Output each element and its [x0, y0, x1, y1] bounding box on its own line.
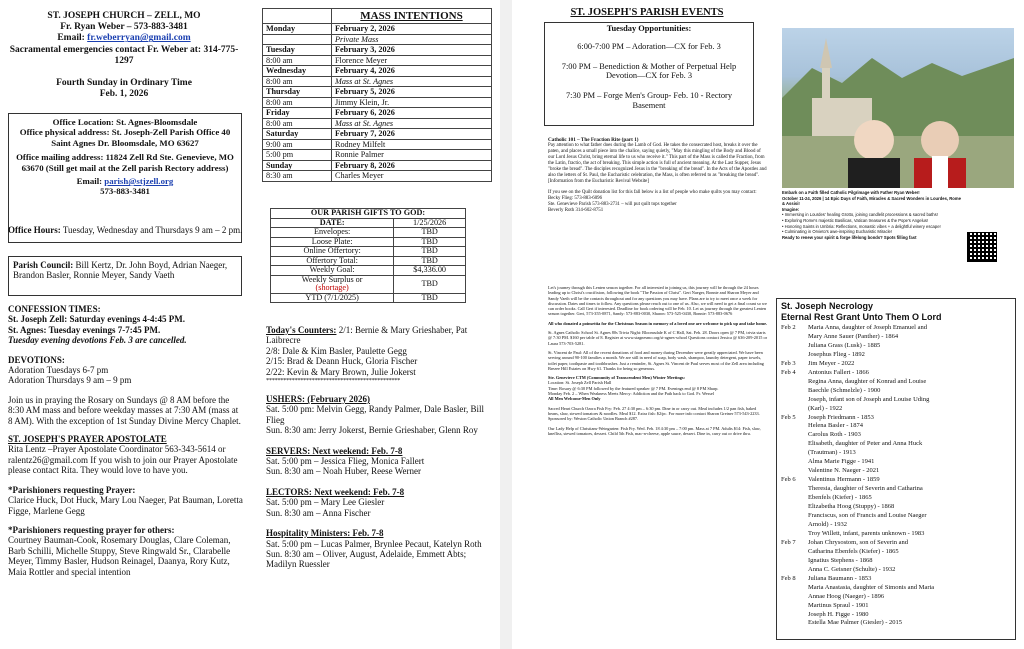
mass-intention-cell: February 6, 2026	[332, 108, 492, 119]
notices-section	[548, 285, 768, 436]
necrology-month	[781, 584, 808, 593]
office-email-label: Email:	[76, 176, 103, 187]
table-row	[263, 118, 492, 129]
necrology-box	[776, 298, 1016, 640]
necrology-entry: Estella Mae Palmer (Giesler) - 2015	[808, 619, 903, 627]
necrology-entry: Catharina Ebenfels (Kiefer) - 1865	[808, 547, 899, 555]
necrology-entry: Joseph Friedmann - 1853	[808, 413, 874, 421]
others-names: Courtney Bauman-Cook, Rosemary Douglas, Clare Coleman, Barb Schilli, Michelle Stuppy, Steve Ringwald Sr., Clarabelle Meyer, Timmy Basler, Hudson Reinagel, Daanya, Rory Kutz, Maia Rottler and special intention	[8, 535, 231, 577]
ctm-line: Monday Feb. 2 – When Weakness Meets Mercy: Addiction and the Path back to God. Fr. Wessel	[548, 391, 715, 397]
necrology-entry: Johan Chrysostom, son of Severin and	[808, 538, 909, 546]
quilt-contact: Becky Flieg: 573-883-6096	[548, 196, 603, 201]
lectors-line: Sun. 8:30 am – Anna Fischer	[266, 507, 371, 518]
vincent-notice: St. Vincent de Paul: All of the recent donations of food and money during December were greatly appreciated. We have been serving around 90-100 families a month. We are still in need of soap, body wash, shampoo, laundry detergent, paper towels, toilet paper, toothpaste and toothbrushes. Just a reminder, St. Agnes St. Vincent de Paul serves most of the Zell area including Brezee Hill Estates on Hwy 61. Thanks for being so generous.	[548, 349, 764, 371]
necrology-month	[781, 593, 808, 602]
necrology-entry: Juliana Grass (Lusk) - 1885	[808, 341, 881, 349]
pilgrimage-line: • Honoring Saints in Umbria: Reflections, monastic vibes + a delightful winery escape!	[782, 223, 941, 229]
gift-label-cell	[271, 293, 394, 303]
mass-day-cell: Sunday	[263, 160, 332, 171]
gift-label: Online Offertory:	[303, 246, 361, 255]
counters-line: 2/22: Kevin & Mary Brown, Julie Jokerst	[266, 366, 416, 377]
table-row	[271, 247, 466, 257]
counters-line: 2/1: Bernie & Mary Grieshaber, Pat Laibrecre	[266, 325, 468, 346]
necrology-entry: Theresia, daughter of Severin and Catharina	[808, 485, 923, 493]
necrology-month	[781, 458, 808, 467]
list-item	[781, 333, 1011, 342]
office-mailing: Office mailing address: 11824 Zell Rd Ste. Genevieve, MO 63670 (Still get mail at the Zell parish Rectory address)	[16, 152, 234, 173]
necrology-month: Feb 4	[781, 368, 796, 376]
necrology-entry: Anna C. Geisner (Schulte) - 1932	[808, 565, 896, 573]
mass-day-cell: Tuesday	[263, 45, 332, 56]
mass-day-cell: 5:00 pm	[263, 150, 332, 161]
mass-day-cell: Monday	[263, 24, 332, 35]
table-row	[263, 160, 492, 171]
necrology-month	[781, 503, 808, 512]
necrology-month	[781, 431, 808, 440]
devotion-line: Adoration Thursdays 9 am – 9 pm	[8, 375, 132, 386]
quilt-contact: Ste. Genevieve Parish 573-883-2731 – will put quilt tops together	[548, 202, 677, 207]
gift-value-cell: TBD	[394, 228, 466, 238]
necrology-entry: Joseph H. Figge - 1980	[808, 610, 869, 618]
necrology-month	[781, 378, 808, 387]
mass-day-cell: 8:00 am	[263, 97, 332, 108]
counters-title: Today's Counters:	[266, 325, 337, 335]
list-item	[781, 503, 1011, 512]
pilgrimage-line: • Immersing in Lourdes' healing Grotto, joining candlelit processions & sacred baths!	[782, 212, 938, 218]
counters-section	[266, 325, 494, 570]
mass-day-cell: 8:00 am	[263, 55, 332, 66]
necrology-month	[781, 494, 808, 503]
necrology-month	[781, 342, 808, 351]
necrology-title: St. Joseph Necrology	[781, 301, 874, 311]
list-item	[781, 602, 1011, 611]
office-email-link[interactable]: parish@stjzell.org	[104, 176, 174, 187]
necrology-entry: (Karl) - 1922	[808, 404, 843, 412]
list-item	[781, 584, 1011, 593]
lenten-notice: Let's journey through this Lenten season together. For all interested in joining us, this journey will be through the 24 hours leading up to Christ's crucifixion, following the book "The Passion of Christ". Geri Naeger, Bonnie and Sharon Meyer and Sandy Vaeth will be the contacts throughout and for any questions you may have. Plans are to try to meet once a week for discussion. Dates and times to follow. Any questions please reach out to one of us. Also, we will need to get a final count so we can order books. Call Geri if interested. Deadline for book ordering will be Feb. 10. Let us journey through the greatest Lenten season together. Geri, 573-355-0871, Sandy: 573-883-0030, Sharon: 573-525-0430, Bonnie: 573-883-0676	[548, 285, 767, 317]
mass-intentions	[262, 8, 492, 182]
mass-intention-cell: Private Mass	[332, 34, 492, 45]
rosary-notice: Join us in praying the Rosary on Sundays @ 8 AM before the 8:30 AM mass and before weekday masses at 7:30 AM (mass at 8 AM). With the exception of 1st Sunday Divine Mercy Chaplet.	[8, 394, 241, 426]
list-item	[781, 396, 1011, 405]
necrology-month	[781, 440, 808, 449]
mass-rows	[263, 24, 492, 182]
devotions-title: DEVOTIONS:	[8, 354, 65, 365]
table-row	[271, 293, 466, 303]
table-row	[263, 66, 492, 77]
gift-label: Loose Plate:	[311, 236, 353, 246]
confession-title: CONFESSION TIMES:	[8, 304, 101, 314]
ctm-line: Time: Rosary @ 6:30 PM followed by the featured speaker @ 7 PM. Evenings end @ 8 PM Sharp.	[548, 385, 719, 391]
list-item	[781, 512, 1011, 521]
gifts-table	[270, 208, 466, 303]
gift-label: Weekly Goal:	[309, 265, 355, 274]
necrology-entry: (Trautman) - 1913	[808, 449, 856, 457]
mass-intention-cell: Mass at St. Agnes	[332, 118, 492, 129]
ctm-title: Ste. Genevieve CTM (Community of Transcendent Men) Winter Meetings:	[548, 375, 685, 381]
list-item	[781, 566, 1011, 575]
necrology-month	[781, 387, 808, 396]
necrology-entry: Joseph, infant son of Joseph and Louise Uding	[808, 395, 930, 403]
others-title: *Parishioners requesting prayer for others:	[8, 524, 175, 535]
mass-intention-cell: February 5, 2026	[332, 87, 492, 98]
events-title: ST. JOSEPH'S PARISH EVENTS	[570, 7, 724, 18]
requesting-names: Clarice Huck, Dot Huck, Mary Lou Naeger, Pat Bauman, Loretta Figge, Marlene Gegg	[8, 495, 243, 516]
necrology-entry: Ebenfels (Kiefer) - 1865	[808, 494, 872, 502]
office-hours-text: Tuesday, Wednesday and Thursdays 9 am – 2 pm.	[62, 225, 243, 235]
catholic101-title: Catholic 101 – The Fraction Rite (part 1)	[548, 137, 639, 143]
gift-label: Offertory Total:	[306, 255, 358, 265]
pilgrimage-text	[782, 190, 964, 240]
necrology-month: Feb 8	[781, 574, 796, 582]
requesting-title: *Parishioners requesting Prayer:	[8, 484, 136, 495]
ushers-title: USHERS: (February 2026)	[266, 394, 370, 405]
gift-value-cell: TBD	[394, 275, 466, 293]
table-row	[263, 76, 492, 87]
gift-value-cell: TBD	[394, 293, 466, 303]
list-item	[781, 611, 1011, 620]
sacramental-contact: Sacramental emergencies contact Fr. Weber at: 314-775-1297	[9, 44, 239, 66]
mass-intentions-table	[262, 8, 492, 182]
necrology-entry: Juliana Baumann - 1853	[808, 574, 872, 582]
list-item	[781, 369, 1011, 378]
table-row	[263, 34, 492, 45]
necrology-month	[781, 521, 808, 530]
mass-intention-cell: February 8, 2026	[332, 160, 492, 171]
ctm-line: All Men Welcome-Men Only	[548, 396, 601, 402]
liturgical-sunday: Fourth Sunday in Ordinary Time	[56, 78, 192, 89]
pilgrimage-line: • Culminating in Orvieto's awe-inspiring Eucharistic Miracle!	[782, 229, 893, 235]
necrology-month	[781, 422, 808, 431]
gifts-title: OUR PARISH GIFTS TO GOD:	[271, 209, 466, 219]
priest-email-link[interactable]: fr.weberryan@gmail.com	[87, 33, 191, 44]
pilgrimage-line: • Exploring Rome's majestic Basilicas, Vatican treasures & the Pope's Angelus!	[782, 217, 929, 223]
gift-label-cell	[271, 275, 394, 293]
table-row	[271, 209, 466, 219]
necrology-entry: Regina Anna, daughter of Konrad and Louise	[808, 377, 927, 385]
office-phone: 573-883-3481	[100, 186, 150, 197]
table-row	[271, 228, 466, 238]
necrology-entry: Valentinus Hermann - 1859	[808, 476, 880, 484]
pilgrimage-photo	[782, 28, 1014, 188]
list-item	[781, 360, 1011, 369]
necrology-month	[781, 557, 808, 566]
confession-note: Tuesday evening devotions Feb. 3 are cancelled.	[8, 335, 187, 346]
necrology-month	[781, 485, 808, 494]
hospitality-line: Sat. 5:00 pm – Lucas Palmer, Brynlee Pecaut, Katelyn Roth	[266, 538, 482, 549]
counters-divider: ***********************************************	[266, 377, 400, 385]
qr-code-icon[interactable]	[967, 232, 997, 262]
church-name: ST. JOSEPH CHURCH – ZELL, MO	[47, 11, 201, 21]
table-row	[263, 129, 492, 140]
necrology-month	[781, 548, 808, 557]
hospitality-title: Hospitality Ministers: Feb. 7-8	[266, 528, 384, 539]
necrology-list	[781, 324, 1011, 628]
email-label: Email:	[57, 33, 85, 44]
mass-intention-cell: Rodney Milfelt	[332, 139, 492, 150]
table-row	[263, 45, 492, 56]
necrology-entry: Josephus Flieg - 1892	[808, 350, 865, 358]
necrology-month: Feb 7	[781, 538, 796, 546]
confession-section	[8, 304, 244, 577]
lourdes-basilica-image	[782, 28, 1014, 188]
council-label: Parish Council:	[13, 260, 74, 270]
necrology-entry: Ignatius Stephens - 1868	[808, 556, 873, 564]
lectors-title: LECTORS: Next weekend: Feb. 7-8	[266, 486, 405, 497]
list-item	[781, 494, 1011, 503]
sacredheart-notice: Sacred Heart Church Ozora Fish Fry: Feb. 27 4:30 pm – 6:30 pm. Dine in or carry out. Meal includes 1/2 pan fish, baked beans, slaw, stewed tomatoes & noodles. Meal $12. Extra fish: $2/pc. For more info contact Sharon Greiner 573-543-2233. Sponsored by: Weston Catholic Union Branch #287.	[548, 405, 760, 422]
priest-line: Fr. Ryan Weber – 573-883-3481	[60, 22, 188, 33]
office-location: Office Location: St. Agnes-Bloomsdale	[52, 117, 198, 127]
parish-council-box	[8, 256, 242, 296]
necrology-month	[781, 351, 808, 360]
list-item	[781, 431, 1011, 440]
trivia-notice: St. Agnes Catholic School St. Agnes 80s Trivia Night: Bloomsdale K of C Hall, Sat. Feb. 28. Doors open @ 7 PM, trivia starts @ 7:30 PM. $160 per table of 8. Register at www.stagnesmo.org/st-agnes-school Questions contact Jessica @ 636-209-2015 or Laura 573-703-5281.	[548, 330, 768, 346]
list-item	[781, 557, 1011, 566]
list-item	[781, 619, 1011, 628]
necrology-month	[781, 405, 808, 414]
necrology-entry: Baechle (Schmelzle) - 1900	[808, 386, 881, 394]
necrology-entry: Maria Anna, daughter of Joseph Emanuel and	[808, 324, 927, 331]
mass-day-cell: 8:00 am	[263, 118, 332, 129]
list-item	[781, 476, 1011, 485]
catholic101-section	[548, 137, 768, 214]
parish-gifts	[270, 208, 466, 303]
necrology-entry: Carolus Roth - 1903	[808, 431, 861, 439]
necrology-entry: Mary Anne Sauer (Panther) - 1864	[808, 332, 899, 340]
quilt-contact: Beverly Roth 314-602-8751	[548, 208, 604, 213]
weingarten-notice: Our Lady Help of Christians-Weingarten: Fish Fry. Wed. Feb. 18 4:30 pm – 7:00 pm. Mass at 7 PM. Adults $14: Fish, slaw, knefliss, stewed tomatoes, dessert. Child 5th Fish, mac-n-cheese, apple sauce, dessert. Dine in, carry out or drive thru.	[548, 425, 761, 436]
necrology-month	[781, 619, 808, 628]
list-item	[781, 458, 1011, 467]
office-hours-label: Office Hours:	[8, 225, 61, 235]
list-item	[781, 521, 1011, 530]
table-row	[263, 97, 492, 108]
mass-day-cell: 8:00 am	[263, 76, 332, 87]
necrology-month	[781, 449, 808, 458]
list-item	[781, 440, 1011, 449]
event-item: 6:00-7:00 PM – Adoration—CX for Feb. 3	[577, 41, 721, 51]
ctm-line: Location: St. Joseph Zell Parish Hall	[548, 380, 612, 386]
gift-label-shortage: (shortage)	[315, 283, 349, 292]
gift-value-cell: $4,336.00	[394, 266, 466, 276]
event-item: 7:30 PM – Forge Men's Group- Feb. 10 - Rectory Basement	[565, 91, 733, 110]
necrology-entry: Alma Marie Figge - 1941	[808, 458, 875, 466]
list-item	[781, 548, 1011, 557]
list-item	[781, 422, 1011, 431]
necrology-entry: Helena Basler - 1874	[808, 422, 864, 430]
list-item	[781, 530, 1011, 539]
mass-day-cell: Friday	[263, 108, 332, 119]
list-item	[781, 378, 1011, 387]
council-members: Bill Kertz, Dr. John Boyd, Adrian Naeger, Brandon Basler, Ronnie Meyer, Sandy Vaeth	[13, 260, 228, 281]
pilgrimage-line: Imagine:	[782, 206, 800, 212]
pilgrimage-line: Ready to renew your spirit & forge lifelong bonds? Spots filling fast	[782, 234, 917, 240]
hospitality-line: Sun. 8:30 am – Oliver, August, Adelaide, Emmett Abts; Madilyn Ruessler	[266, 548, 467, 570]
table-row	[271, 266, 466, 276]
necrology-month	[781, 566, 808, 575]
mass-intention-cell: February 7, 2026	[332, 129, 492, 140]
necrology-entry: Maria Anastasia, daughter of Simonis and Maria	[808, 583, 935, 591]
bulletin-date: Feb. 1, 2026	[99, 89, 149, 100]
mass-title: MASS INTENTIONS	[332, 9, 492, 24]
necrology-month	[781, 611, 808, 620]
gift-label: YTD (7/1/2025)	[305, 292, 359, 302]
table-row	[263, 87, 492, 98]
bulletin-page-left	[0, 0, 500, 649]
necrology-month	[781, 333, 808, 342]
mass-intention-cell: Jimmy Klein, Jr.	[332, 97, 492, 108]
table-row	[263, 150, 492, 161]
servers-line: Sun. 8:30 am – Noah Huber, Reese Werner	[266, 466, 421, 477]
church-header	[4, 11, 244, 100]
mass-day-cell: 9:00 am	[263, 139, 332, 150]
apostolate-title: ST. JOSEPH'S PRAYER APOSTOLATE	[8, 434, 167, 445]
necrology-month: Feb 6	[781, 476, 796, 484]
table-row	[263, 171, 492, 182]
list-item	[781, 593, 1011, 602]
table-row	[263, 9, 492, 24]
quilt-text: If you see on the Quilt donation list for this fall below is a list of people who make quilts you may contact:	[548, 190, 757, 195]
necrology-entry: Antonius Fallert - 1866	[808, 368, 869, 376]
mass-day-cell: Saturday	[263, 129, 332, 140]
necrology-entry: Elisabeth, daughter of Peter and Anna Huck	[808, 440, 923, 448]
mass-intention-cell: Mass at St. Agnes	[332, 76, 492, 87]
gifts-date: 1/25/2026	[394, 218, 466, 228]
necrology-entry: Franciscus, son of Francis and Louise Naeger	[808, 512, 927, 520]
mass-day-cell	[263, 34, 332, 45]
event-item: 7:00 PM – Benediction & Mother of Perpetual Help Devotion—CX for Feb. 3	[561, 61, 737, 81]
catholic101-text: Pay attention to what father does during the Lamb of God. He takes the consecrated host, breaks it over the paten, and places a small piece into the chalice, saying quietly, "May this mingling of the Body and Blood of our Lord Jesus Christ, bring eternal life to us who receive it." This part of the Mass is called the Fraction, from the Latin, fractio, the act of breaking. This simple action is full of ancient meaning. At the Last Supper, Jesus "broke the bread". The disciples recognized Jesus in the "breaking of the bread". In the Acts of the Apostles and also the letters of St. Paul, the Eucharistic celebration, the Mass, is often referred to as "breaking the bread". [Information from the Eucharistic Revival Website]	[548, 143, 767, 184]
pilgrimage-line: Embark on a Faith filled Catholic Pilgrimage with Father Ryan Weber!	[782, 190, 920, 195]
necrology-subtitle: Eternal Rest Grant Unto Them O Lord	[781, 311, 942, 322]
mass-day-cell: Wednesday	[263, 66, 332, 77]
counters-line: 2/15: Brad & Deann Huck, Gloria Fischer	[266, 356, 418, 367]
necrology-month: Feb 2	[781, 324, 796, 331]
servers-line: Sat. 5:00 pm – Jessica Flieg, Monica Fallert	[266, 456, 425, 467]
events-subtitle: Tuesday Opportunities:	[606, 24, 692, 33]
necrology-month	[781, 512, 808, 521]
ushers-line: Sat. 5:00 pm: Melvin Gegg, Randy Palmer, Dale Basler, Bill Flieg	[266, 404, 484, 425]
lectors-line: Sat. 5:00 pm – Mary Lee Giesler	[266, 497, 385, 508]
list-item	[781, 467, 1011, 476]
mass-intention-cell: February 3, 2026	[332, 45, 492, 56]
list-item	[781, 449, 1011, 458]
necrology-entry: Elizabetha Hoog (Stuppy) - 1868	[808, 503, 895, 511]
necrology-month: Feb 5	[781, 413, 796, 421]
list-item	[781, 324, 1011, 333]
list-item	[781, 342, 1011, 351]
gifts-date-label: DATE:	[271, 218, 394, 228]
mass-intention-cell: February 4, 2026	[332, 66, 492, 77]
gift-label: Envelopes:	[313, 227, 351, 236]
confession-zell: St. Joseph Zell: Saturday evenings 4-4:45 PM.	[8, 314, 186, 325]
pilgrimage-line: October 11-24, 2026 | 14 Epic Days of Faith, Miracles & Sacred Wonders in Lourdes, Rome & Assisi!	[782, 195, 961, 207]
necrology-entry: Arnold) - 1932	[808, 520, 847, 528]
list-item	[781, 485, 1011, 494]
devotion-line: Adoration Tuesdays 6-7 pm	[8, 365, 109, 376]
confession-agnes: St. Agnes: Tuesday evenings 7-7:45 PM.	[8, 324, 161, 335]
list-item	[781, 387, 1011, 396]
bulletin-page-right	[512, 0, 1024, 649]
gift-value-cell: TBD	[394, 256, 466, 266]
necrology-month	[781, 530, 808, 539]
office-info-box	[8, 113, 242, 243]
necrology-month	[781, 396, 808, 405]
table-row	[263, 55, 492, 66]
counters-line: 2/8: Dale & Kim Basler, Paulette Gegg	[266, 345, 407, 356]
events-box	[544, 22, 754, 126]
list-item	[781, 539, 1011, 548]
list-item	[781, 351, 1011, 360]
gift-label: Weekly Surplus or	[301, 274, 363, 284]
table-row	[263, 24, 492, 35]
necrology-entry: Annae Hoog (Naeger) - 1896	[808, 592, 885, 600]
necrology-month: Feb 3	[781, 359, 796, 367]
necrology-month	[781, 602, 808, 611]
office-physical: Office physical address: St. Joseph-Zell Parish Office 40 Saint Agnes Dr. Bloomsdale, MO 63627	[19, 127, 231, 148]
servers-title: SERVERS: Next weekend: Feb. 7-8	[266, 445, 403, 456]
mass-intention-cell: Florence Meyer	[332, 55, 492, 66]
necrology-entry: Jim Meyer - 2022	[808, 359, 855, 367]
necrology-entry: Martinus Spraul - 1901	[808, 601, 869, 609]
list-item	[781, 575, 1011, 584]
office-hours	[8, 225, 244, 235]
mass-intention-cell: Charles Meyer	[332, 171, 492, 182]
necrology-month	[781, 467, 808, 476]
gift-value-cell: TBD	[394, 247, 466, 257]
mass-day-cell: Thursday	[263, 87, 332, 98]
apostolate-text: Rita Lentz –Prayer Apostolate Coordinator 563-343-5614 or ralentz26@gmail.com If you wish to join our Prayer Apostolate please contact Rita. They would love to have you.	[8, 444, 238, 476]
list-item	[781, 405, 1011, 414]
list-item	[781, 414, 1011, 423]
mass-day-cell: 8:30 am	[263, 171, 332, 182]
ushers-line: Sun. 8:30 am: Jerry Jokerst, Bernie Grieshaber, Glenn Roy	[266, 425, 478, 436]
necrology-entry: Valentine N. Naeger - 2021	[808, 467, 880, 475]
gift-rows	[271, 228, 466, 303]
poinsettia-notice: All who donated a poinsettia for the Christmas Season in memory of a loved one are welcome to pick up and take home.	[548, 320, 768, 326]
table-row	[271, 275, 466, 293]
gift-value-cell: TBD	[394, 237, 466, 247]
mass-intention-cell: Ronnie Palmer	[332, 150, 492, 161]
table-row	[263, 139, 492, 150]
necrology-entry: Troy Willett, infant, parents unknown - 1983	[808, 529, 925, 537]
table-row	[263, 108, 492, 119]
mass-intention-cell: February 2, 2026	[332, 24, 492, 35]
